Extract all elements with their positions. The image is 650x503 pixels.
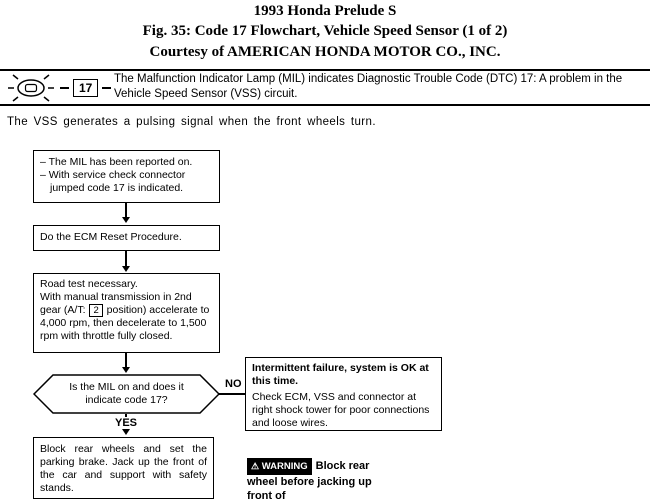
warning-text: Block rear wheel before jacking up front of <box>247 460 372 502</box>
divider-bottom <box>0 104 650 106</box>
dtc-description <box>114 72 642 102</box>
warning-triangle-icon: ⚠ <box>251 461 260 471</box>
yes-branch-label: YES <box>108 417 144 429</box>
flow-connector <box>125 251 127 267</box>
at-position-box: 2 <box>89 304 102 317</box>
no-branch-connector <box>219 393 245 395</box>
figure-title: Fig. 35: Code 17 Flowchart, Vehicle Speed Sensor (1 of 2) <box>142 23 508 39</box>
road-test-box <box>33 273 220 353</box>
dtc-description-line2: Vehicle Speed Sensor (VSS) circuit. <box>114 88 298 100</box>
warning-badge-label: WARNING <box>261 461 308 472</box>
mil-indicator-icons <box>6 74 111 102</box>
arrow-down-icon <box>122 217 130 223</box>
divider-top <box>0 69 650 71</box>
intermittent-bold-text: Intermittent failure, system is OK at this time. <box>252 362 429 387</box>
dtc-description-line1: The Malfunction Indicator Lamp (MIL) indicates Diagnostic Trouble Code (DTC) 17: A problem in the <box>114 73 623 85</box>
mil-lamp-icon <box>6 74 56 102</box>
intermittent-failure-box <box>245 357 442 431</box>
block-wheels-box: Block rear wheels and set the parking brake. Jack up the front of the car and support with safety stands. <box>33 437 214 499</box>
page-title: 1993 Honda Prelude S <box>253 3 397 19</box>
road-test-post: position) accelerate to 4,000 rpm, then decelerate to 1,500 rpm with throttle fully closed. <box>40 304 210 342</box>
warning-badge <box>247 458 312 475</box>
flow-connector <box>125 203 127 218</box>
start-condition-box <box>33 150 220 203</box>
start-condition-item: – The MIL has been reported on. <box>40 156 193 168</box>
decision-question: Is the MIL on and does it indicate code 17? <box>69 381 184 406</box>
ecm-reset-box: Do the ECM Reset Procedure. <box>33 225 220 251</box>
intro-text: The VSS generates a pulsing signal when the front wheels turn. <box>7 116 376 128</box>
road-test-pre: With manual transmission in 2nd gear (A/T: <box>40 291 192 316</box>
start-condition-item: – With service check connector jumped code 17 is indicated. <box>40 169 186 194</box>
courtesy-line: Courtesy of AMERICAN HONDA MOTOR CO., INC. <box>149 44 501 60</box>
road-test-body <box>40 291 213 343</box>
decision-node <box>33 374 220 414</box>
intermittent-body-text: Check ECM, VSS and connector at right shock tower for poor connections and loose wires. <box>252 391 430 429</box>
dtc-17-badge: 17 <box>73 79 98 97</box>
warning-note <box>247 458 385 503</box>
road-test-line1: Road test necessary. <box>40 278 138 290</box>
dash-icon <box>60 87 69 89</box>
flow-connector <box>125 353 127 368</box>
no-branch-label: NO <box>225 378 242 390</box>
arrow-down-icon <box>122 429 130 435</box>
arrow-down-icon <box>122 367 130 373</box>
arrow-down-icon <box>122 266 130 272</box>
dash-icon <box>102 87 111 89</box>
